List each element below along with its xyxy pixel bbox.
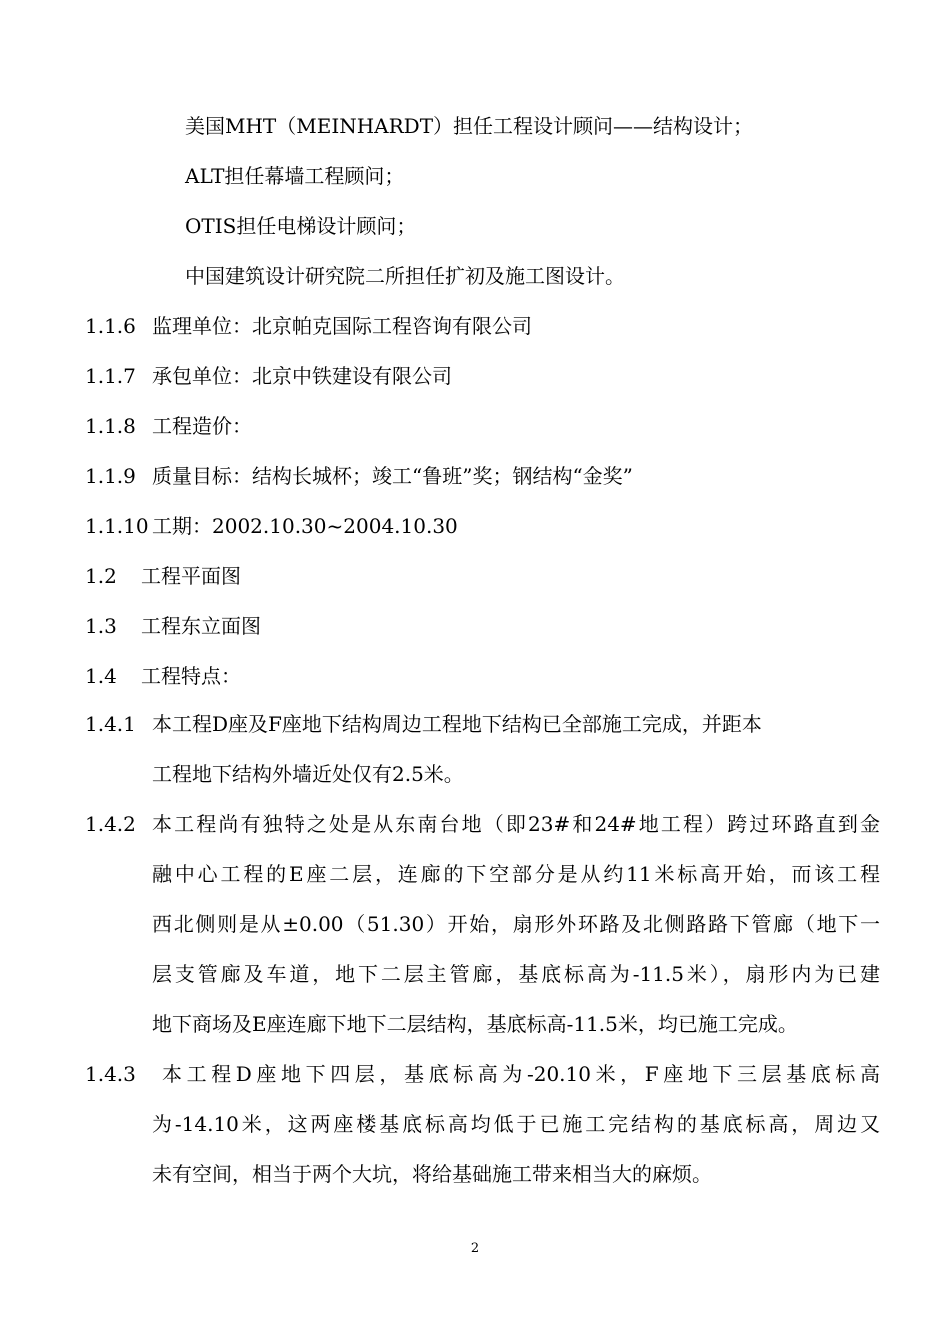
item-text: 工程造价： (152, 414, 252, 438)
para-line: 本工程尚有独特之处是从东南台地（即23#和24#地工程）跨过环路直到金 (152, 812, 880, 836)
item-text: 工期：2002.10.30~2004.10.30 (152, 514, 458, 538)
section-title: 工程特点： (141, 664, 241, 688)
consultant-line-1: 美国MHT（MEINHARDT）担任工程设计顾问——结构设计； (185, 114, 754, 138)
item-number: 1.1.7 (85, 364, 136, 388)
item-text: 承包单位：北京中铁建设有限公司 (152, 364, 452, 388)
section-title: 工程平面图 (141, 564, 241, 588)
item-number: 1.1.9 (85, 464, 136, 488)
para-line: 工程地下结构外墙近处仅有2.5米。 (152, 762, 464, 786)
consultant-line-2: ALT担任幕墙工程顾问； (185, 164, 405, 188)
item-number: 1.1.10 (85, 514, 149, 538)
para-line: 本工程D座及F座地下结构周边工程地下结构已全部施工完成，并距本 (152, 712, 762, 736)
consultant-line-3: OTIS担任电梯设计顾问； (185, 214, 417, 238)
section-number: 1.4 (85, 664, 117, 688)
para-line: 本工程D座地下四层，基底标高为-20.10米，F座地下三层基底标高 (162, 1062, 880, 1086)
para-line: 为-14.10米，这两座楼基底标高均低于已施工完结构的基底标高，周边又 (152, 1112, 880, 1136)
para-line: 地下商场及E座连廊下地下二层结构，基底标高-11.5米，均已施工完成。 (152, 1012, 798, 1036)
para-line: 未有空间，相当于两个大坑，将给基础施工带来相当大的麻烦。 (152, 1162, 712, 1186)
item-number: 1.1.6 (85, 314, 136, 338)
item-text: 质量目标：结构长城杯；竣工“鲁班”奖；钢结构“金奖” (152, 464, 633, 488)
para-line: 融中心工程的E座二层，连廊的下空部分是从约11米标高开始，而该工程 (152, 862, 880, 886)
para-number: 1.4.2 (85, 812, 136, 836)
page-number: 2 (470, 1241, 480, 1256)
item-number: 1.1.8 (85, 414, 136, 438)
para-number: 1.4.3 (85, 1062, 136, 1086)
section-title: 工程东立面图 (141, 614, 261, 638)
para-number: 1.4.1 (85, 712, 136, 736)
item-text: 监理单位：北京帕克国际工程咨询有限公司 (152, 314, 532, 338)
consultant-line-4: 中国建筑设计研究院二所担任扩初及施工图设计。 (185, 264, 625, 288)
para-line: 西北侧则是从±0.00（51.30）开始，扇形外环路及北侧路路下管廊（地下一 (152, 912, 880, 936)
section-number: 1.3 (85, 614, 117, 638)
section-number: 1.2 (85, 564, 117, 588)
para-line: 层支管廊及车道，地下二层主管廊，基底标高为-11.5米），扇形内为已建 (152, 962, 880, 986)
